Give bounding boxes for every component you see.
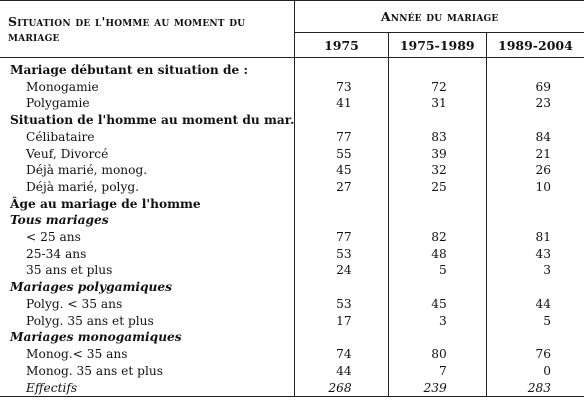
value-cell: 48: [388, 246, 486, 263]
value-cell: 39: [388, 146, 486, 163]
row-label: Monog. 35 ans et plus: [26, 363, 163, 378]
value-cell: 80: [388, 346, 486, 363]
value-cell: 83: [388, 129, 486, 146]
year-header-1989-2004: 1989-2004: [486, 33, 584, 58]
value-cell: [486, 112, 584, 129]
row-label: Mariage débutant en situation de :: [10, 63, 249, 77]
value-cell: 74: [295, 346, 388, 363]
value-cell: 10: [486, 179, 584, 196]
value-cell: 44: [486, 296, 584, 313]
year-header-1975: 1975: [295, 33, 388, 58]
value-cell: [295, 58, 388, 79]
value-cell: 44: [295, 363, 388, 380]
row-label: < 25 ans: [26, 230, 81, 245]
value-cell: 17: [295, 313, 388, 330]
value-cell: 283: [486, 379, 584, 397]
table-section-row: [0, 212, 584, 229]
table-row: [0, 346, 584, 363]
table-row: [0, 296, 584, 313]
value-cell: 31: [388, 95, 486, 112]
value-cell: 268: [295, 379, 388, 397]
value-cell: 53: [295, 246, 388, 263]
value-cell: 239: [388, 379, 486, 397]
value-cell: 45: [388, 296, 486, 313]
row-label: Mariages monogamiques: [10, 330, 182, 345]
table-section-row: [0, 279, 584, 296]
value-cell: 26: [486, 162, 584, 179]
row-label: Tous mariages: [10, 213, 109, 228]
value-cell: 45: [295, 162, 388, 179]
value-cell: [295, 112, 388, 129]
table-row: [0, 146, 584, 163]
value-cell: [388, 279, 486, 296]
value-cell: 81: [486, 229, 584, 246]
row-label: Mariages polygamiques: [10, 280, 173, 295]
row-label: Effectifs: [0, 379, 295, 397]
value-cell: 21: [486, 146, 584, 163]
table-row: [0, 379, 584, 397]
row-label: Déjà marié, polyg.: [26, 179, 140, 194]
value-cell: [295, 279, 388, 296]
value-cell: [295, 196, 388, 213]
value-cell: [295, 212, 388, 229]
value-cell: 84: [486, 129, 584, 146]
value-cell: [486, 58, 584, 79]
table-row: [0, 179, 584, 196]
value-cell: 32: [388, 162, 486, 179]
value-cell: [486, 279, 584, 296]
value-cell: 25: [388, 179, 486, 196]
row-label: Situation de l'homme au moment du mar.: [10, 113, 295, 128]
value-cell: 0: [486, 363, 584, 380]
value-cell: 7: [388, 363, 486, 380]
table-row: [0, 162, 584, 179]
value-cell: 77: [295, 229, 388, 246]
row-label: Monog.< 35 ans: [26, 346, 128, 361]
table-section-row: [0, 196, 584, 213]
year-group-header: Année du mariage: [295, 1, 584, 33]
value-cell: [388, 58, 486, 79]
value-cell: [486, 212, 584, 229]
value-cell: 53: [295, 296, 388, 313]
value-cell: 23: [486, 95, 584, 112]
table-row: [0, 79, 584, 96]
value-cell: 76: [486, 346, 584, 363]
value-cell: 73: [295, 79, 388, 96]
row-label: Monogamie: [26, 79, 99, 94]
value-cell: 27: [295, 179, 388, 196]
value-cell: [295, 329, 388, 346]
value-cell: 82: [388, 229, 486, 246]
value-cell: 43: [486, 246, 584, 263]
value-cell: [388, 112, 486, 129]
row-label: Polyg. 35 ans et plus: [26, 313, 154, 328]
table-row: [0, 95, 584, 112]
year-header-1975-1989: 1975-1989: [388, 33, 486, 58]
table-row: [0, 313, 584, 330]
row-label: Polygamie: [26, 96, 90, 111]
table-row: [0, 246, 584, 263]
value-cell: [388, 196, 486, 213]
value-cell: [486, 196, 584, 213]
value-cell: 41: [295, 95, 388, 112]
row-label: Veuf, Divorcé: [26, 146, 109, 161]
table-body: [0, 58, 584, 397]
table-section-row: [0, 58, 584, 79]
row-label: Déjà marié, monog.: [26, 163, 148, 178]
value-cell: [388, 212, 486, 229]
table-section-row: [0, 112, 584, 129]
value-cell: 72: [388, 79, 486, 96]
table-row: [0, 129, 584, 146]
value-cell: 69: [486, 79, 584, 96]
value-cell: [388, 329, 486, 346]
table-row: [0, 229, 584, 246]
value-cell: 77: [295, 129, 388, 146]
stub-header: Situation de l'homme au moment du mariage: [0, 1, 295, 58]
table-row: [0, 363, 584, 380]
row-label: Polyg. < 35 ans: [26, 296, 123, 311]
value-cell: 3: [486, 262, 584, 279]
row-label: 25-34 ans: [26, 246, 87, 261]
value-cell: [486, 329, 584, 346]
table-section-row: [0, 329, 584, 346]
value-cell: 24: [295, 262, 388, 279]
value-cell: 3: [388, 313, 486, 330]
row-label: Célibataire: [26, 129, 95, 144]
value-cell: 55: [295, 146, 388, 163]
value-cell: 5: [388, 262, 486, 279]
row-label: 35 ans et plus: [26, 263, 113, 278]
value-cell: 5: [486, 313, 584, 330]
table-row: [0, 262, 584, 279]
row-label: Âge au mariage de l'homme: [10, 196, 201, 211]
